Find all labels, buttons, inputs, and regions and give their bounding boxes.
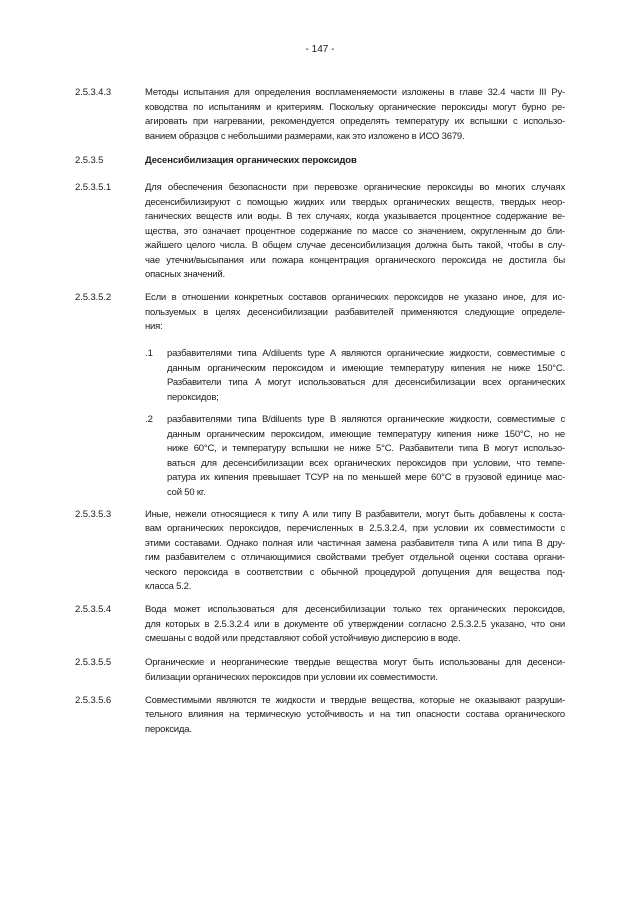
section-text bbox=[145, 508, 565, 595]
text-line: ниже 60°C, и температуру вспышки не ниже 5°C. Разбавители типа B могут использо- bbox=[167, 443, 565, 454]
section-text bbox=[145, 694, 565, 738]
text-line: Разбавители типа A могут использоваться для десенсибилизации всех органических bbox=[167, 377, 565, 388]
text-line: данным органическим пероксидом и имеющие температуру кипения не ниже 150°C. bbox=[167, 362, 565, 374]
section-2-5-3-4-3 bbox=[75, 86, 565, 144]
text-line: ганических веществ или воды. В тех случаях, когда указывается процентное содержание ве- bbox=[145, 211, 565, 222]
section-2-5-3-5-5 bbox=[75, 656, 565, 685]
text-line: ческого пероксида в соответствии с обычной процедурой допущения для вещества под- bbox=[145, 566, 565, 578]
text-line: вам органических пероксидов, перечисленных в 2.5.3.2.4, при условии их совместимости с bbox=[145, 523, 565, 534]
text-line: ваться для десенсибилизации всех органических пероксидов при условии, что темпе- bbox=[167, 457, 565, 469]
list-item-text bbox=[167, 347, 565, 405]
text-line: Органические и неорганические твердые вещества могут быть использованы для десенси- bbox=[145, 657, 565, 668]
section-heading: Десенсибилизация органических пероксидов bbox=[145, 155, 357, 166]
list-item-marker: .1 bbox=[145, 348, 153, 359]
text-line: данным органическим пероксидом, имеющие температуру кипения ниже 150°C, но не bbox=[167, 428, 565, 440]
text-line: разбавителями типа A/diluents type A являются органические жидкости, совместимые с bbox=[167, 348, 565, 359]
text-line: гим разбавителем с отличающимися свойствами требует отдельной оценки состава органи- bbox=[145, 552, 565, 563]
section-number: 2.5.3.5.1 bbox=[75, 182, 112, 193]
section-number: 2.5.3.5.3 bbox=[75, 508, 112, 520]
document-body bbox=[75, 86, 565, 737]
text-line: смешаны с водой или представляют собой устойчивую дисперсию в воде. bbox=[145, 633, 461, 644]
section-2-5-3-5-2 bbox=[75, 291, 565, 500]
text-line: Для обеспечения безопасности при перевозке органические пероксиды во многих случаях bbox=[145, 182, 565, 193]
text-line: класса 5.2. bbox=[145, 581, 192, 592]
section-number: 2.5.3.5 bbox=[75, 155, 104, 166]
text-line: разбавителями типа B/diluents type B являются органические жидкости, совместимые с bbox=[167, 414, 565, 425]
text-line: билизации органических пероксидов при условии их совместимости. bbox=[145, 671, 438, 683]
section-text bbox=[145, 181, 565, 283]
text-line: ния: bbox=[145, 321, 163, 332]
text-line: ководства по испытаниям и критериям. Поскольку органические пероксиды могут бурно ре- bbox=[145, 101, 565, 113]
text-line: этими составами. Однако полная или частичная замена разбавителя типа A или типа B дру- bbox=[145, 537, 565, 549]
page-number: - 147 - bbox=[305, 44, 335, 55]
text-line: Если в отношении конкретных составов органических пероксидов не указано иное, для ис- bbox=[145, 292, 565, 303]
section-2-5-3-5-4 bbox=[75, 603, 565, 647]
section-number: 2.5.3.5.2 bbox=[75, 292, 112, 303]
section-number: 2.5.3.5.6 bbox=[75, 694, 112, 706]
section-text bbox=[145, 603, 565, 647]
text-line: ванием образцов с небольшими размерами, как это изложено в ИСО 3679. bbox=[145, 130, 465, 142]
text-line: сой 50 кг. bbox=[167, 486, 206, 498]
list-item-marker: .2 bbox=[145, 414, 153, 425]
text-line: пероксидов; bbox=[167, 391, 219, 403]
section-number: 2.5.3.5.5 bbox=[75, 657, 112, 668]
text-line: агировать при нагревании, рекомендуется определять температуру их вспышки с использо- bbox=[145, 116, 565, 127]
section-2-5-3-5-1 bbox=[75, 181, 565, 283]
text-line: Совместимыми являются те жидкости и твердые вещества, которые не оказывают разруши- bbox=[145, 694, 565, 706]
text-line: ратура их кипения превышает ТСУР на по меньшей мере 60°C в грузовой единице мас- bbox=[167, 472, 565, 483]
section-text bbox=[145, 86, 565, 144]
text-line: чае утечки/высыпания или пожара концентрация органического пероксида не достигла бы bbox=[145, 254, 565, 266]
text-line: для которых в 2.5.3.2.4 или в документе об утверждении согласно 2.5.3.2.5 указано, что они bbox=[145, 618, 565, 630]
text-line: Вода может использоваться для десенсибилизации только тех органических пероксидов, bbox=[145, 604, 565, 615]
section-number: 2.5.3.5.4 bbox=[75, 604, 112, 615]
text-line: опасных значений. bbox=[145, 269, 225, 280]
section-2-5-3-5 bbox=[75, 154, 565, 169]
text-line: щества, это означает процентное содержание по массе со значением, округленным до бли- bbox=[145, 225, 565, 237]
section-text bbox=[145, 656, 565, 685]
list-item-1 bbox=[145, 347, 565, 405]
section-2-5-3-5-6 bbox=[75, 694, 565, 738]
text-line: тельного влияния на термическую устойчивость и на тип опасности состава органического bbox=[145, 709, 565, 720]
text-line: пероксида. bbox=[145, 723, 192, 735]
text-line: жайшего целого числа. В общем случае десенсибилизация должна быть такой, чтобы в слу- bbox=[145, 240, 565, 251]
text-line: пользуемых в целях десенсибилизации разбавителей применяются следующие определе- bbox=[145, 306, 565, 318]
list-item-2 bbox=[145, 413, 565, 500]
text-line: Иные, нежели относящиеся к типу A или типу B разбавители, могут быть добавлены к соста- bbox=[145, 508, 565, 520]
section-2-5-3-5-3 bbox=[75, 508, 565, 595]
text-line: десенсибилизируют с помощью жидких или твердых органических веществ, твердых неор- bbox=[145, 196, 565, 208]
section-text bbox=[145, 154, 565, 169]
section-text bbox=[145, 291, 565, 500]
text-line: Методы испытания для определения воспламеняемости изложены в главе 32.4 части III Ру- bbox=[145, 87, 565, 98]
list-item-text bbox=[167, 413, 565, 500]
section-number: 2.5.3.4.3 bbox=[75, 87, 112, 98]
